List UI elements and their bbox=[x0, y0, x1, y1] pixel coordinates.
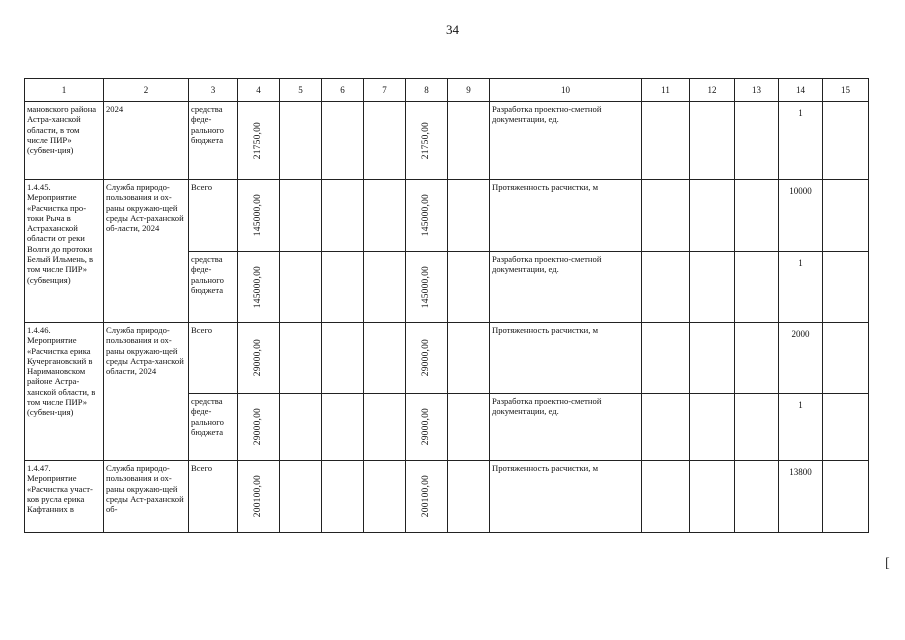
empty-cell bbox=[823, 394, 869, 461]
funding-source-cell: Всего bbox=[189, 323, 238, 394]
empty-cell bbox=[322, 252, 364, 323]
empty-cell bbox=[690, 394, 735, 461]
empty-cell bbox=[735, 394, 779, 461]
empty-cell bbox=[448, 461, 490, 533]
column-number: 9 bbox=[448, 79, 490, 102]
amount-total-cell bbox=[238, 394, 280, 461]
amount-year-cell bbox=[406, 461, 448, 533]
empty-cell bbox=[364, 323, 406, 394]
amount-year-cell bbox=[406, 323, 448, 394]
indicator-value-cell: 1 bbox=[779, 394, 823, 461]
empty-cell bbox=[322, 180, 364, 252]
empty-cell bbox=[823, 180, 869, 252]
amount-value: 21750,00 bbox=[253, 121, 264, 160]
empty-cell bbox=[823, 102, 869, 180]
indicator-cell: Протяженность расчистки, м bbox=[490, 461, 642, 533]
empty-cell bbox=[280, 102, 322, 180]
empty-cell bbox=[823, 252, 869, 323]
empty-cell bbox=[280, 394, 322, 461]
empty-cell bbox=[364, 461, 406, 533]
empty-cell bbox=[364, 394, 406, 461]
column-number-row bbox=[25, 79, 869, 102]
empty-cell bbox=[690, 323, 735, 394]
table-row bbox=[25, 461, 869, 533]
amount-value: 29000,00 bbox=[421, 339, 432, 377]
column-number: 7 bbox=[364, 79, 406, 102]
amount-total-cell bbox=[238, 461, 280, 533]
column-number: 12 bbox=[690, 79, 735, 102]
table-row bbox=[25, 102, 869, 180]
empty-cell bbox=[322, 323, 364, 394]
indicator-value-cell: 13800 bbox=[779, 461, 823, 533]
amount-value: 200100,00 bbox=[421, 475, 432, 518]
column-number: 14 bbox=[779, 79, 823, 102]
amount-total-cell bbox=[238, 323, 280, 394]
empty-cell bbox=[642, 323, 690, 394]
empty-cell bbox=[735, 102, 779, 180]
amount-value: 145000,00 bbox=[253, 265, 264, 309]
page-number: 34 bbox=[446, 22, 459, 37]
funding-source-cell: средства феде-рального бюджета bbox=[189, 252, 238, 323]
column-number: 3 bbox=[189, 79, 238, 102]
executor-cell: 2024 bbox=[104, 102, 189, 180]
empty-cell bbox=[448, 252, 490, 323]
executor-cell: Служба природо-пользования и ох-раны окружаю-щей среды Аст-раханской об- bbox=[104, 461, 189, 533]
indicator-value-cell: 2000 bbox=[779, 323, 823, 394]
empty-cell bbox=[735, 323, 779, 394]
empty-cell bbox=[642, 461, 690, 533]
amount-value: 145000,00 bbox=[421, 194, 432, 237]
indicator-value-cell: 10000 bbox=[779, 180, 823, 252]
executor-cell: Служба природо-пользования и ох-раны окружаю-щей среды Астра-ханской области, 2024 bbox=[104, 323, 189, 461]
activity-name-cell: 1.4.47. Мероприятие «Расчистка участ-ков русла ерика Кафтанних в bbox=[25, 461, 104, 533]
amount-value: 21750,00 bbox=[421, 121, 432, 160]
indicator-cell: Протяженность расчистки, м bbox=[490, 180, 642, 252]
amount-value: 145000,00 bbox=[253, 194, 264, 237]
column-number: 13 bbox=[735, 79, 779, 102]
empty-cell bbox=[280, 180, 322, 252]
empty-cell bbox=[448, 323, 490, 394]
empty-cell bbox=[364, 180, 406, 252]
amount-year-cell bbox=[406, 394, 448, 461]
empty-cell bbox=[280, 323, 322, 394]
empty-cell bbox=[280, 252, 322, 323]
empty-cell bbox=[642, 180, 690, 252]
amount-value: 29000,00 bbox=[253, 339, 264, 377]
column-number: 15 bbox=[823, 79, 869, 102]
column-number: 6 bbox=[322, 79, 364, 102]
indicator-cell: Протяженность расчистки, м bbox=[490, 323, 642, 394]
indicator-value-cell: 1 bbox=[779, 102, 823, 180]
program-activities-table bbox=[24, 78, 869, 533]
column-number: 5 bbox=[280, 79, 322, 102]
empty-cell bbox=[322, 394, 364, 461]
empty-cell bbox=[823, 323, 869, 394]
table-row bbox=[25, 323, 869, 394]
amount-year-cell bbox=[406, 180, 448, 252]
column-number: 2 bbox=[104, 79, 189, 102]
empty-cell bbox=[690, 180, 735, 252]
indicator-value-cell: 1 bbox=[779, 252, 823, 323]
amount-value: 200100,00 bbox=[253, 475, 264, 518]
empty-cell bbox=[642, 252, 690, 323]
empty-cell bbox=[823, 461, 869, 533]
amount-total-cell bbox=[238, 252, 280, 323]
column-number: 10 bbox=[490, 79, 642, 102]
empty-cell bbox=[322, 102, 364, 180]
column-number: 11 bbox=[642, 79, 690, 102]
empty-cell bbox=[735, 461, 779, 533]
amount-year-cell bbox=[406, 102, 448, 180]
indicator-cell: Разработка проектно-сметной документации, ед. bbox=[490, 102, 642, 180]
margin-mark: [ bbox=[885, 556, 890, 571]
empty-cell bbox=[642, 102, 690, 180]
empty-cell bbox=[448, 394, 490, 461]
activity-name-cell: мановского района Астра-ханской области, в том числе ПИР» (субвен-ция) bbox=[25, 102, 104, 180]
executor-cell: Служба природо-пользования и ох-раны окружаю-щей среды Аст-раханской об-ласти, 2024 bbox=[104, 180, 189, 323]
empty-cell bbox=[690, 461, 735, 533]
empty-cell bbox=[322, 461, 364, 533]
amount-value: 29000,00 bbox=[253, 408, 264, 446]
empty-cell bbox=[448, 102, 490, 180]
amount-year-cell bbox=[406, 252, 448, 323]
amount-value: 145000,00 bbox=[421, 265, 432, 309]
empty-cell bbox=[690, 102, 735, 180]
amount-total-cell bbox=[238, 180, 280, 252]
empty-cell bbox=[735, 180, 779, 252]
activity-name-cell: 1.4.46. Мероприятие «Расчистка ерика Кучергановский в Наримановском районе Астра-ханской области, в том числе ПИР» (субвен-ция) bbox=[25, 323, 104, 461]
empty-cell bbox=[690, 252, 735, 323]
column-number: 1 bbox=[25, 79, 104, 102]
funding-source-cell: средства феде-рального бюджета bbox=[189, 394, 238, 461]
empty-cell bbox=[448, 180, 490, 252]
amount-value: 29000,00 bbox=[421, 408, 432, 446]
column-number: 8 bbox=[406, 79, 448, 102]
indicator-cell: Разработка проектно-сметной документации, ед. bbox=[490, 394, 642, 461]
empty-cell bbox=[364, 252, 406, 323]
empty-cell bbox=[364, 102, 406, 180]
funding-source-cell: Всего bbox=[189, 461, 238, 533]
empty-cell bbox=[735, 252, 779, 323]
empty-cell bbox=[280, 461, 322, 533]
amount-total-cell bbox=[238, 102, 280, 180]
indicator-cell: Разработка проектно-сметной документации, ед. bbox=[490, 252, 642, 323]
empty-cell bbox=[642, 394, 690, 461]
activity-name-cell: 1.4.45. Мероприятие «Расчистка про-токи Рыча в Астраханской области от реки Волги до протоки Белый Ильмень, в том числе ПИР» (субвенция) bbox=[25, 180, 104, 323]
column-number: 4 bbox=[238, 79, 280, 102]
funding-source-cell: средства феде-рального бюджета bbox=[189, 102, 238, 180]
table-row bbox=[25, 180, 869, 252]
funding-source-cell: Всего bbox=[189, 180, 238, 252]
